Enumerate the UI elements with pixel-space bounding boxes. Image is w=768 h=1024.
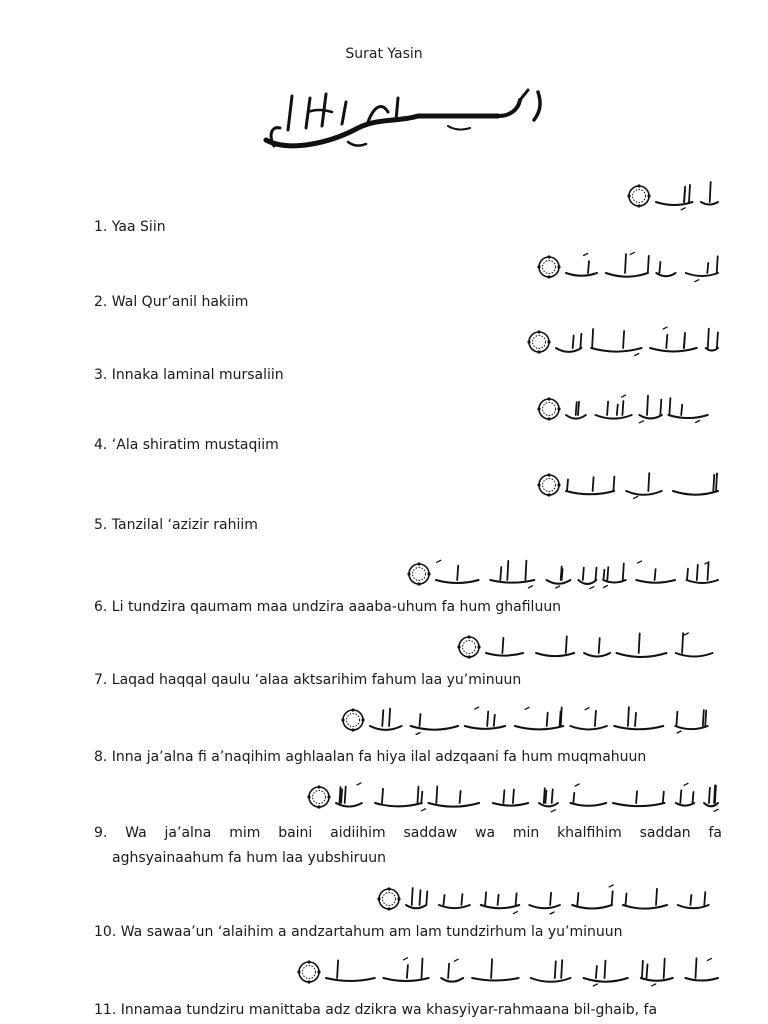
ayah-end-marker-icon	[536, 472, 562, 498]
arabic-verse-script	[432, 556, 722, 592]
ayah-end-marker-icon	[406, 561, 432, 587]
ayah-end-marker-icon	[306, 784, 332, 810]
verse-transliteration: 5. Tanzilal ‘azizir rahiim	[94, 517, 258, 533]
verse-transliteration: 8. Inna ja’alna fi a’naqihim aghlaalan fa hiya ilal adzqaani fa hum muqmahuun	[94, 749, 647, 765]
ayah-end-marker-icon	[376, 886, 402, 912]
arabic-verse-script	[402, 881, 722, 917]
document-title: Surat Yasin	[345, 46, 423, 62]
verse-transliteration: 6. Li tundzira qaumam maa undzira aaaba-uhum fa hum ghafiluun	[94, 599, 562, 615]
verse-transliteration: 1. Yaa Siin	[94, 219, 166, 235]
verse-transliteration-continued: aghsyainaahum fa hum laa yubshiruun	[112, 850, 387, 866]
arabic-verse-script	[322, 954, 722, 990]
ayah-end-marker-icon	[526, 329, 552, 355]
ayah-end-marker-icon	[626, 183, 652, 209]
arabic-verse-script	[482, 629, 722, 665]
arabic-verse-line	[406, 554, 722, 594]
arabic-verse-line	[340, 700, 722, 740]
arabic-verse-script	[332, 779, 722, 815]
arabic-verse-script	[562, 391, 722, 427]
ayah-end-marker-icon	[340, 707, 366, 733]
arabic-verse-line	[376, 879, 722, 919]
arabic-verse-script	[366, 702, 722, 738]
arabic-verse-script	[652, 178, 722, 214]
arabic-verse-line	[536, 465, 722, 505]
arabic-verse-line	[306, 777, 722, 817]
arabic-verse-script	[552, 324, 722, 360]
ayah-end-marker-icon	[536, 396, 562, 422]
verse-transliteration: 2. Wal Qur’anil hakiim	[94, 294, 249, 310]
ayah-end-marker-icon	[536, 254, 562, 280]
ayah-end-marker-icon	[296, 959, 322, 985]
ayah-end-marker-icon	[456, 634, 482, 660]
arabic-verse-line	[296, 952, 722, 992]
arabic-verse-line	[536, 247, 722, 287]
basmala-calligraphy	[248, 82, 548, 154]
arabic-verse-line	[526, 322, 722, 362]
verse-transliteration: 9. Wa ja’alna mim baini aidiihim saddaw wa min khalfihim saddan fa	[94, 825, 722, 841]
arabic-verse-line	[456, 627, 722, 667]
arabic-verse-script	[562, 249, 722, 285]
verse-transliteration: 4. ‘Ala shiratim mustaqiim	[94, 437, 279, 453]
verse-transliteration: 11. Innamaa tundziru manittaba adz dzikra wa khasyiyar-rahmaana bil-ghaib, fa	[94, 1002, 658, 1018]
arabic-verse-line	[536, 389, 722, 429]
verse-transliteration: 7. Laqad haqqal qaulu ‘alaa aktsarihim fahum laa yu’minuun	[94, 672, 522, 688]
verse-transliteration: 10. Wa sawaa’un ‘alaihim a andzartahum am lam tundzirhum la yu’minuun	[94, 924, 623, 940]
arabic-verse-script	[562, 467, 722, 503]
verse-transliteration: 3. Innaka laminal mursaliin	[94, 367, 284, 383]
arabic-verse-line	[626, 176, 722, 216]
